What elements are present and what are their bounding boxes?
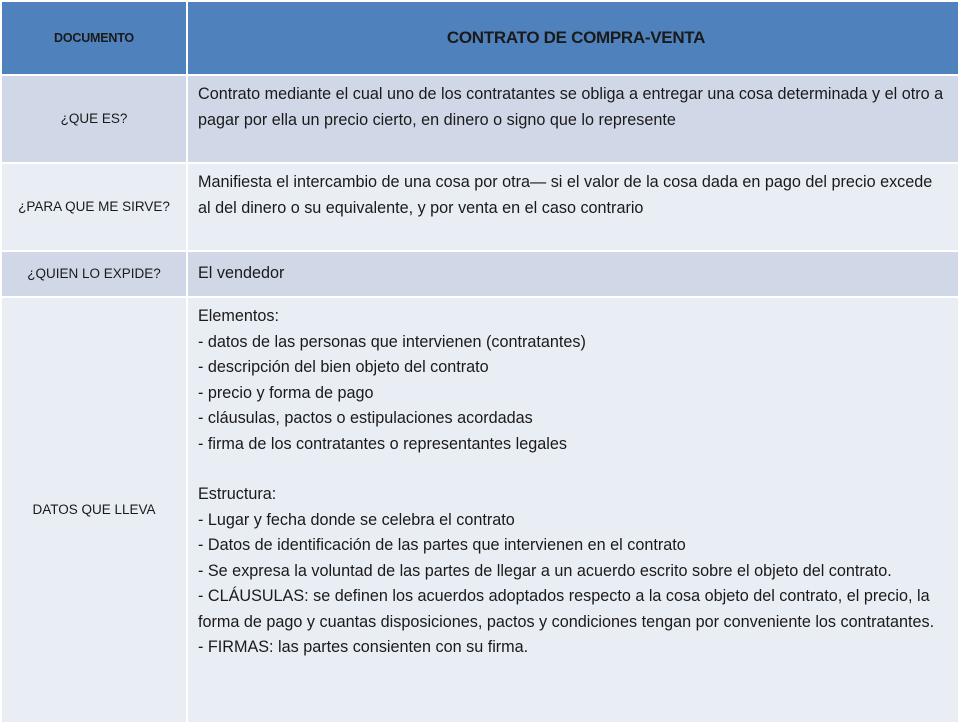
row-value-datos	[187, 297, 959, 723]
elementos-item: - precio y forma de pago	[198, 383, 374, 402]
header-document-label: DOCUMENTO	[1, 1, 187, 75]
row-label-que-es: ¿QUE ES?	[1, 75, 187, 163]
table-row	[1, 163, 959, 251]
estructura-item: - CLÁUSULAS: se definen los acuerdos adoptados respecto a la cosa objeto del contrato, el precio, la forma de pago y cuantas disposiciones, pactos y condiciones tengan por conveniente los contratantes.	[198, 587, 935, 631]
header-row	[1, 1, 959, 75]
row-value-que-es: Contrato mediante el cual uno de los contratantes se obliga a entregar una cosa determinada y el otro a pagar por ella un precio cierto, en dinero o signo que lo represente	[187, 75, 959, 163]
estructura-item: - Se expresa la voluntad de las partes de llegar a un acuerdo escrito sobre el objeto del contrato.	[198, 561, 892, 580]
row-label-datos: DATOS QUE LLEVA	[1, 297, 187, 723]
elementos-title: Elementos:	[198, 307, 279, 325]
elementos-item: - descripción del bien objeto del contrato	[198, 358, 489, 376]
section-spacer	[198, 457, 948, 482]
estructura-item: - FIRMAS: las partes consienten con su firma.	[198, 638, 529, 656]
elementos-item: - cláusulas, pactos o estipulaciones acordadas	[198, 409, 533, 427]
row-value-quien: El vendedor	[187, 251, 959, 297]
table-row	[1, 297, 959, 723]
header-document-title: CONTRATO DE COMPRA-VENTA	[187, 1, 959, 75]
row-value-para-que: Manifiesta el intercambio de una cosa por otra— si el valor de la cosa dada en pago del precio excede al del dinero o su equivalente, y por venta en el caso contrario	[187, 163, 959, 251]
row-label-quien: ¿QUIEN LO EXPIDE?	[1, 251, 187, 297]
estructura-title: Estructura:	[198, 485, 277, 503]
elementos-item: - firma de los contratantes o representantes legales	[198, 434, 567, 453]
estructura-item: - Datos de identificación de las partes que intervienen en el contrato	[198, 536, 686, 554]
row-label-para-que: ¿PARA QUE ME SIRVE?	[1, 163, 187, 251]
table-row	[1, 251, 959, 297]
table-row	[1, 75, 959, 163]
estructura-item: - Lugar y fecha donde se celebra el contrato	[198, 510, 515, 529]
elementos-item: - datos de las personas que intervienen (contratantes)	[198, 332, 586, 351]
